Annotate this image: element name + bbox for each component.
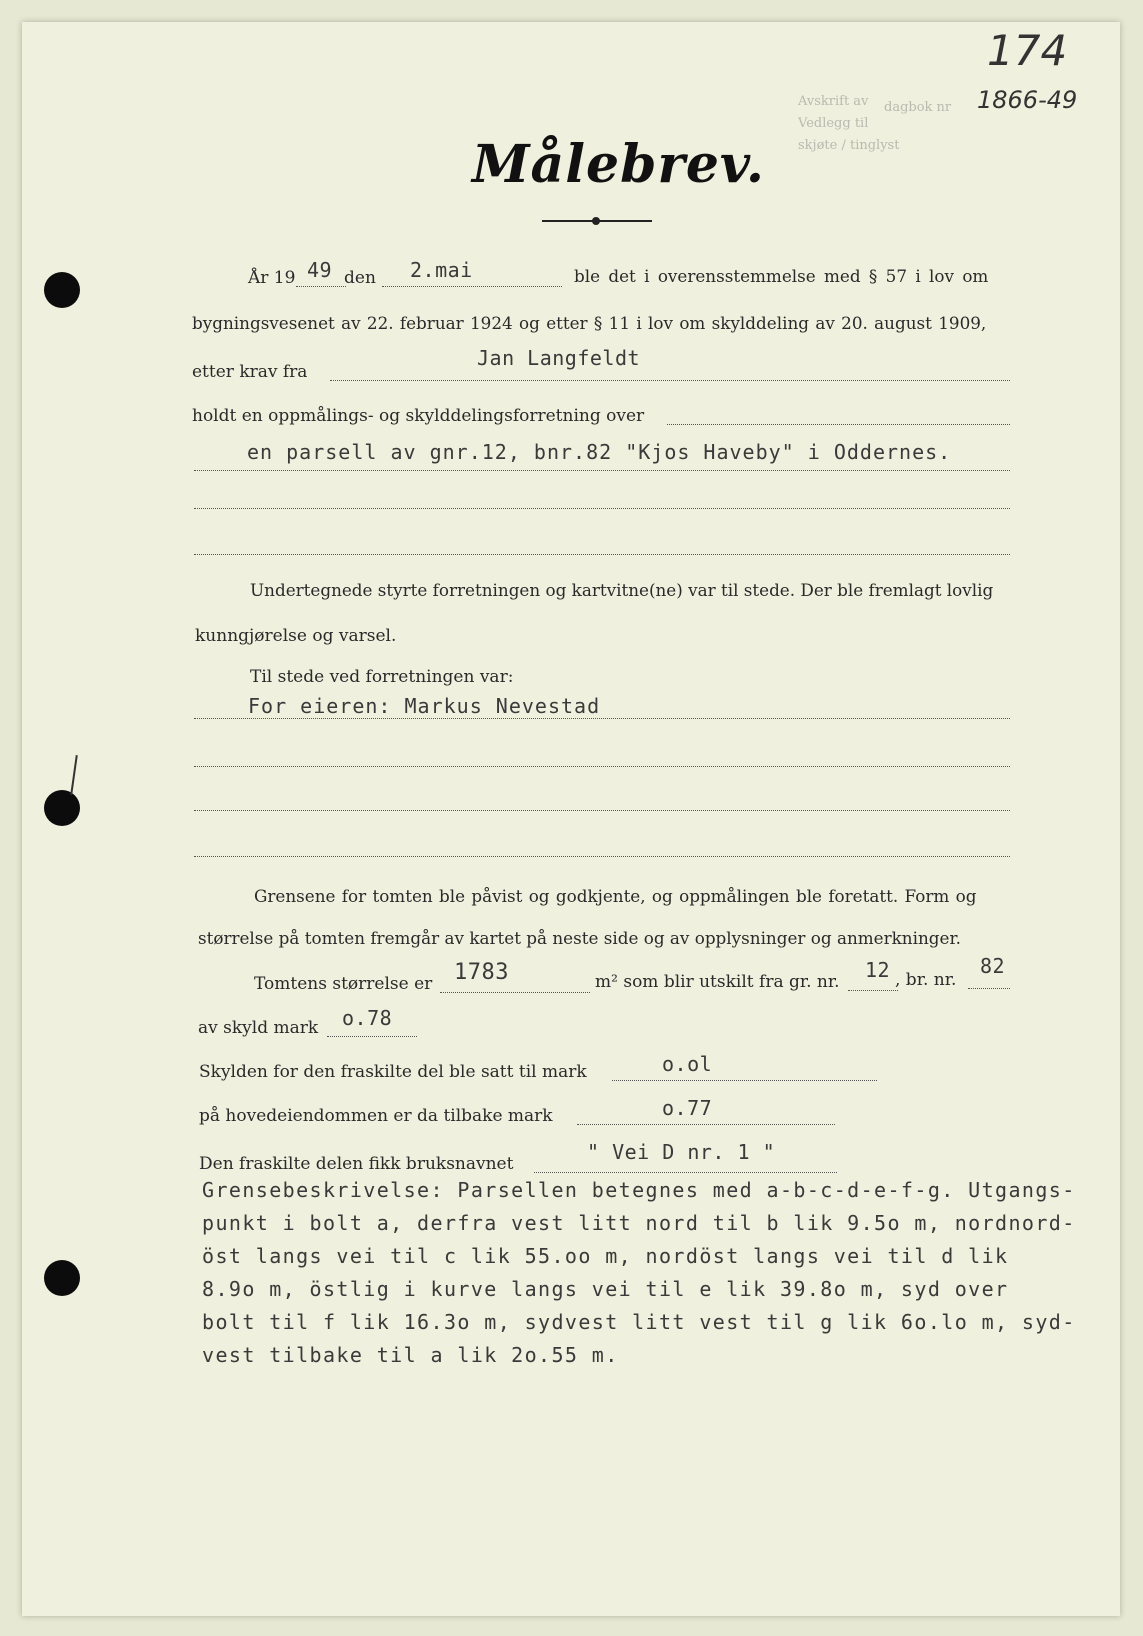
punch-hole-bottom <box>44 1260 80 1296</box>
description-line: punkt i bolt a, derfra vest litt nord til b lik 9.5o m, nordnord- <box>202 1211 1076 1235</box>
skyld-label: av skyld mark <box>198 1018 319 1038</box>
presence-field-line-4 <box>194 856 1010 857</box>
bruksnavn-field-line <box>534 1172 837 1173</box>
year-value: 49 <box>307 258 333 282</box>
br-nr-label: , br. nr. <box>895 970 957 990</box>
ar-label: År 19 <box>248 268 296 288</box>
faint-stamp-line-2: dagbok nr <box>884 100 952 115</box>
hoved-skyld-field-line <box>577 1124 835 1125</box>
description-line: Grensebeskrivelse: Parsellen betegnes med a-b-c-d-e-f-g. Utgangs- <box>202 1178 1076 1202</box>
gr-nr-value: 12 <box>865 958 891 982</box>
holdt-label: holdt en oppmålings- og skylddelingsforretning over <box>192 406 645 426</box>
fraskilt-skyld-field-line <box>612 1080 877 1081</box>
boundaries-line-2: størrelse på tomten fremgår av kartet på neste side og av opplysninger og anmerkninger. <box>198 928 961 948</box>
blank-line-2 <box>194 554 1010 555</box>
fraskilt-skyld-value: o.ol <box>662 1052 713 1076</box>
boundaries-line-1: Grensene for tomten ble påvist og godkjente, og oppmålingen ble foretatt. Form og <box>254 886 977 906</box>
hoved-skyld-label: på hovedeiendommen er da tilbake mark <box>199 1106 553 1126</box>
holdt-field-line <box>667 424 1010 425</box>
gr-nr-field-line <box>848 990 898 991</box>
owner-representative: For eieren: Markus Nevestad <box>248 694 601 718</box>
br-nr-field-line <box>968 988 1010 989</box>
presence-field-line-1 <box>194 718 1010 719</box>
presence-line-3: Til stede ved forretningen var: <box>250 667 514 687</box>
date-field-line <box>382 286 562 287</box>
fraskilt-skyld-label: Skylden for den fraskilte del ble satt til mark <box>199 1062 587 1082</box>
document-page <box>22 22 1120 1616</box>
hoved-skyld-value: o.77 <box>662 1096 713 1120</box>
presence-field-line-3 <box>194 810 1010 811</box>
requester-field-line <box>330 380 1010 381</box>
area-unit-text: m² som blir utskilt fra gr. nr. <box>595 972 840 992</box>
presence-line-1: Undertegnede styrte forretningen og kartvitne(ne) var til stede. Der ble fremlagt lovlig <box>250 580 994 600</box>
skyld-field-line <box>327 1036 417 1037</box>
page-number: 174 <box>987 26 1068 75</box>
size-label: Tomtens størrelse er <box>254 974 433 994</box>
bruksnavn-label: Den fraskilte delen fikk bruksnavnet <box>199 1154 514 1174</box>
description-line: öst langs vei til c lik 55.oo m, nordöst langs vei til d lik <box>202 1244 1009 1268</box>
year-field-line <box>296 286 346 287</box>
parcel-field-line <box>194 470 1010 471</box>
date-value: 2.mai <box>410 258 473 282</box>
boundary-description <box>202 1174 1076 1372</box>
den-label: den <box>344 268 376 288</box>
presence-field-line-2 <box>194 766 1010 767</box>
faint-stamp-line-4: skjøte / tinglyst <box>798 138 900 153</box>
br-nr-value: 82 <box>980 954 1006 978</box>
reference-number: 1866-49 <box>977 86 1078 114</box>
document-title: Målebrev. <box>472 134 766 195</box>
area-field-line <box>440 992 590 993</box>
bruksnavn-value: " Vei D nr. 1 " <box>587 1140 776 1164</box>
area-value: 1783 <box>454 960 509 985</box>
skyld-value: o.78 <box>342 1006 393 1030</box>
punch-hole-top <box>44 272 80 308</box>
description-line: bolt til f lik 16.3o m, sydvest litt vest til g lik 6o.lo m, syd- <box>202 1310 1076 1334</box>
parcel-description: en parsell av gnr.12, bnr.82 "Kjos Haveby" i Oddernes. <box>247 440 952 464</box>
requester-value: Jan Langfeldt <box>477 346 641 370</box>
blank-line-1 <box>194 508 1010 509</box>
description-line: vest tilbake til a lik 2o.55 m. <box>202 1343 619 1367</box>
krav-label: etter krav fra <box>192 362 308 382</box>
margin-pencil-mark <box>70 755 78 795</box>
intro-line-1: ble det i overensstemmelse med § 57 i lov om <box>574 266 989 286</box>
faint-stamp-line-3: Vedlegg til <box>798 116 869 131</box>
description-line: 8.9o m, östlig i kurve langs vei til e lik 39.8o m, syd over <box>202 1277 1009 1301</box>
intro-line-2: bygningsvesenet av 22. februar 1924 og etter § 11 i lov om skylddeling av 20. august 1909, <box>192 313 987 333</box>
presence-line-2: kunngjørelse og varsel. <box>195 626 397 646</box>
faint-stamp-line-1: Avskrift av <box>798 94 869 109</box>
title-ornament-dot <box>592 217 600 225</box>
punch-hole-middle <box>44 790 80 826</box>
